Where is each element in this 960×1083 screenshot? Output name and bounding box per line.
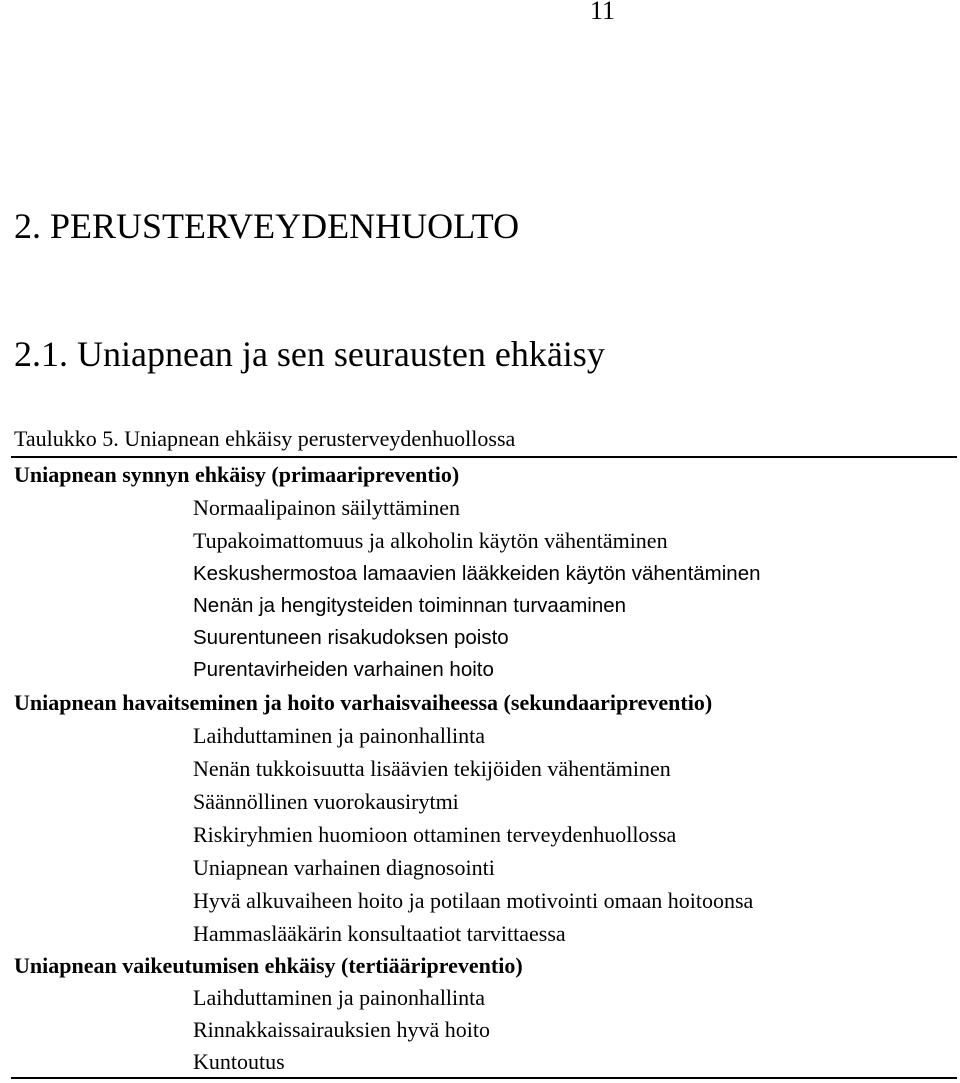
- table-caption: Taulukko 5. Uniapnean ehkäisy perusterveydenhuollossa: [14, 426, 516, 451]
- list-item: Keskushermostoa lamaavien lääkkeiden käytön vähentäminen: [193, 562, 761, 585]
- list-item: Tupakoimattomuus ja alkoholin käytön vähentäminen: [193, 528, 668, 553]
- list-item: Kuntoutus: [193, 1049, 285, 1074]
- list-item: Hammaslääkärin konsultaatiot tarvittaessa: [193, 921, 566, 946]
- page-number: 11: [590, 0, 616, 25]
- list-item: Rinnakkaissairauksien hyvä hoito: [193, 1017, 490, 1042]
- list-item: Purentavirheiden varhainen hoito: [193, 658, 494, 681]
- list-item: Hyvä alkuvaiheen hoito ja potilaan motivointi omaan hoitoonsa: [193, 888, 754, 913]
- list-item: Riskiryhmien huomioon ottaminen terveydenhuollossa: [193, 822, 677, 847]
- table-bottom-rule: [11, 1077, 957, 1079]
- list-item: Laihduttaminen ja painonhallinta: [193, 985, 486, 1010]
- list-item: Nenän ja hengitysteiden toiminnan turvaaminen: [193, 594, 627, 617]
- chapter-heading: 2. PERUSTERVEYDENHUOLTO: [14, 206, 520, 246]
- list-item: Normaalipainon säilyttäminen: [193, 495, 460, 520]
- list-item: Nenän tukkoisuutta lisäävien tekijöiden vähentäminen: [193, 756, 671, 781]
- section-heading: 2.1. Uniapnean ja sen seurausten ehkäisy: [14, 334, 605, 374]
- table-top-rule: [11, 456, 957, 458]
- list-item: Uniapnean varhainen diagnosointi: [193, 855, 495, 880]
- group-title-tertiary: Uniapnean vaikeutumisen ehkäisy (tertiääripreventio): [14, 953, 523, 978]
- list-item: Laihduttaminen ja painonhallinta: [193, 723, 486, 748]
- group-title-primary: Uniapnean synnyn ehkäisy (primaaripreventio): [14, 462, 460, 487]
- group-title-secondary: Uniapnean havaitseminen ja hoito varhaisvaiheessa (sekundaaripreventio): [14, 690, 713, 715]
- list-item: Säännöllinen vuorokausirytmi: [193, 789, 459, 814]
- list-item: Suurentuneen risakudoksen poisto: [193, 626, 509, 649]
